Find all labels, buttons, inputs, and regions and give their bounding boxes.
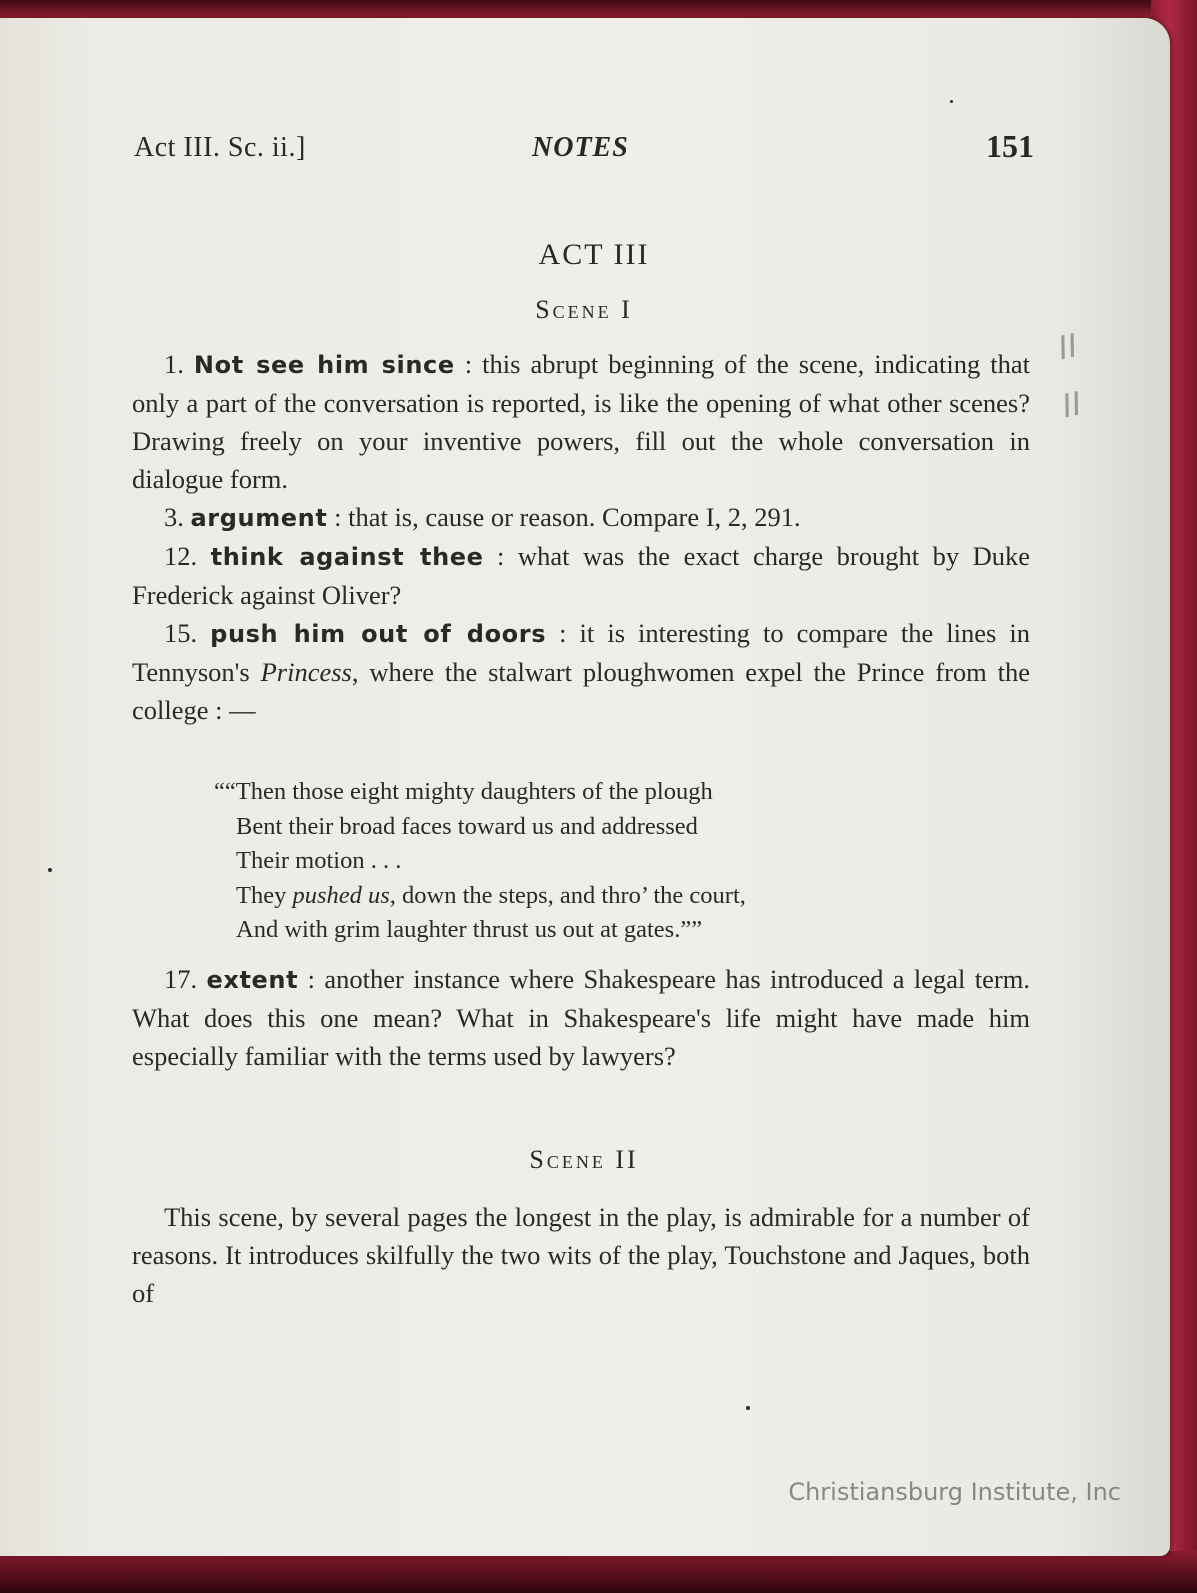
note-17 xyxy=(132,960,1030,1075)
quote-line: And with grim laughter thrust us out at gates.”” xyxy=(236,916,703,943)
book-cover-edge-bottom xyxy=(0,1551,1197,1593)
scene-1-title: Scene I xyxy=(535,295,633,324)
quote-line: Their motion . . . xyxy=(236,847,402,874)
note-separator: : xyxy=(327,502,342,532)
note-text: this abrupt beginning of the scene, indicating that only a part of the conversation is reported, is like the opening of what other scenes? Drawing freely on your inventive powers, fill out the whole conversation in dialogue form. xyxy=(132,349,1031,494)
act-title: ACT III xyxy=(538,238,650,271)
work-title: Princess xyxy=(260,657,352,687)
note-separator: : xyxy=(298,964,315,994)
scene-2-text-block xyxy=(132,1198,1030,1312)
quote-line: ““Then those eight mighty daughters of the plough xyxy=(214,778,713,805)
note-text: it is interesting to compare the lines in Tennyson's xyxy=(132,618,1031,687)
watermark-text: Christiansburg Institute, Inc xyxy=(788,1478,1121,1506)
scene-2-title: Scene II xyxy=(529,1145,639,1174)
tennyson-quotation xyxy=(214,775,974,948)
note-term: extent xyxy=(206,966,299,994)
note-term: argument xyxy=(190,504,328,532)
note-separator: : xyxy=(454,349,473,379)
pencil-margin-mark: II xyxy=(1058,384,1085,426)
quote-text: , down the steps, and thro’ the court, xyxy=(389,881,746,909)
note-3 xyxy=(132,498,1030,537)
note-text: , where the stalwart ploughwomen expel the Prince from the college : — xyxy=(132,657,1031,725)
note-term: Not see him since xyxy=(193,351,455,379)
note-separator: : xyxy=(546,618,567,648)
quote-text: They xyxy=(236,881,293,909)
running-head: Act III. Sc. ii.] xyxy=(134,132,306,163)
note-term: push him out of doors xyxy=(210,620,547,648)
ink-speck xyxy=(746,1406,750,1410)
note-number: 1. xyxy=(164,349,184,379)
pencil-margin-mark: II xyxy=(1054,326,1081,368)
note-text: that is, cause or reason. Compare I, 2, 291. xyxy=(341,502,801,532)
note-number: 3. xyxy=(164,502,184,532)
quote-line xyxy=(214,879,974,914)
note-number: 15. xyxy=(164,618,198,648)
note-1 xyxy=(132,345,1030,498)
note-number: 12. xyxy=(164,541,198,571)
note-term: think against thee xyxy=(210,543,484,571)
ink-speck xyxy=(950,100,953,103)
note-number: 17. xyxy=(164,964,198,994)
quote-line: Bent their broad faces toward us and addressed xyxy=(236,812,698,840)
note-12 xyxy=(132,537,1030,614)
quote-italic: pushed us xyxy=(292,881,390,909)
note-15 xyxy=(132,614,1030,729)
section-title: NOTES xyxy=(532,132,629,163)
note-17-block xyxy=(132,960,1030,1075)
page-header xyxy=(134,128,1034,168)
scene-2-paragraph: This scene, by several pages the longest in the play, is admirable for a number of reasons. It introduces skilfully the two wits of the play, Touchstone and Jaques, both of xyxy=(132,1202,1030,1308)
page-number: 151 xyxy=(986,128,1034,164)
note-separator: : xyxy=(483,541,505,571)
note-text: another instance where Shakespeare has introduced a legal term. What does this one mean? What in Shakespeare's life might have made him especially familiar with the terms used by lawyers? xyxy=(132,964,1030,1071)
scene-1-notes xyxy=(132,345,1030,729)
ink-speck xyxy=(48,868,52,872)
note-text: what was the exact charge brought by Duke Frederick against Oliver? xyxy=(132,541,1031,610)
